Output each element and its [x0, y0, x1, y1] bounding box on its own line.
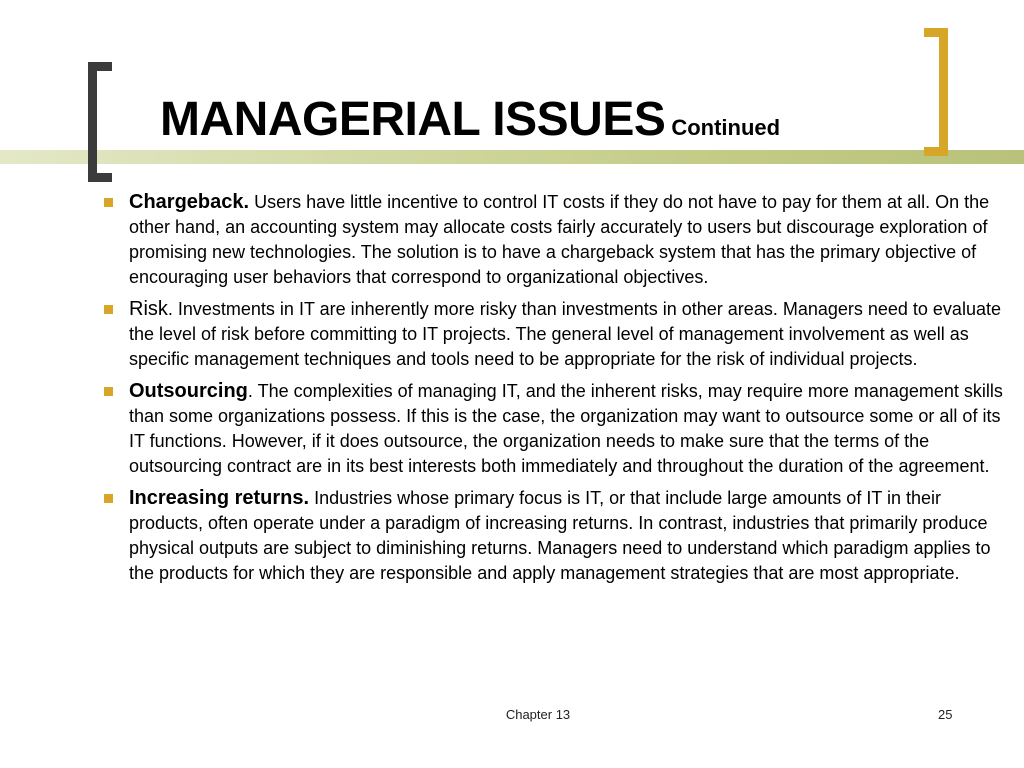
- bullet-item-increasing-returns: [104, 486, 1014, 586]
- footer-page-number: 25: [938, 707, 953, 722]
- bullet-text: Industries whose primary focus is IT, or that include large amounts of IT in their products, often operate under a paradigm of increasing returns. In contrast, industries that primarily produce physical outputs are subject to diminishing returns. Managers need to understand which paradigm applies to the products for which they are responsible and apply management strategies that are most appropriate.: [129, 488, 991, 583]
- bullet-term: Risk: [129, 298, 168, 320]
- slide-title-continued: Continued: [671, 115, 781, 140]
- slide-title: [160, 93, 781, 146]
- square-bullet-icon: [104, 387, 113, 396]
- square-bullet-icon: [104, 305, 113, 314]
- square-bullet-icon: [104, 494, 113, 503]
- bullet-list: [104, 190, 1014, 593]
- square-bullet-icon: [104, 198, 113, 207]
- bullet-text: . Investments in IT are inherently more risky than investments in other areas. Managers need to evaluate the level of risk before committing to IT projects. The general level of management involvement as well as specific management techniques and tools need to be appropriate for the risk of individual projects.: [129, 299, 1001, 369]
- bullet-term: Chargeback.: [129, 191, 250, 213]
- title-divider-band: [0, 150, 1024, 164]
- bullet-item-chargeback: [104, 190, 1014, 290]
- bullet-item-risk: [104, 297, 1014, 372]
- bullet-term: Outsourcing: [129, 380, 248, 402]
- slide-title-main: MANAGERIAL ISSUES: [160, 93, 666, 146]
- bullet-text: . The complexities of managing IT, and the inherent risks, may require more management skills than some organizations possess. If this is the case, the organization may want to outsource some or all of its IT functions. However, if it does outsource, the organization needs to make sure that the terms of the outsourcing contract are in its best interests both immediately and throughout the duration of the agreement.: [129, 381, 1003, 476]
- bullet-term: Increasing returns.: [129, 487, 310, 509]
- bullet-text: Users have little incentive to control IT costs if they do not have to pay for them at all. On the other hand, an accounting system may allocate costs fairly accurately to users but discourage exploration of promising new technologies. The solution is to have a chargeback system that has the primary objective of encouraging user behaviors that correspond to organizational objectives.: [129, 192, 990, 287]
- left-bracket-decoration: [88, 62, 112, 182]
- footer-chapter: Chapter 13: [505, 707, 571, 722]
- bullet-item-outsourcing: [104, 379, 1014, 479]
- right-bracket-decoration: [924, 28, 948, 156]
